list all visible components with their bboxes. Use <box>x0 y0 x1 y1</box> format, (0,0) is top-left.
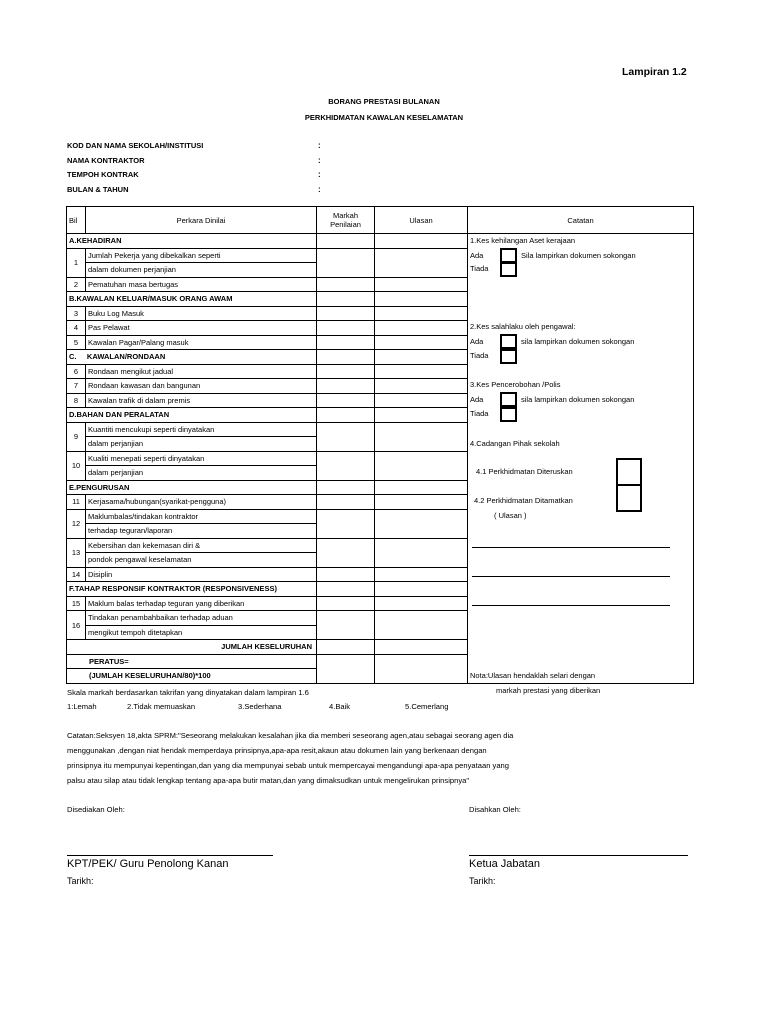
row-number: 11 <box>67 495 86 510</box>
header-markah-line2: Penilaian <box>330 220 361 229</box>
score-cell[interactable] <box>317 248 375 277</box>
comment-cell[interactable] <box>375 248 468 277</box>
checkbox-tamatkan[interactable] <box>616 484 642 512</box>
comment-cell[interactable] <box>375 306 468 321</box>
checkbox-2-ada[interactable] <box>500 334 517 349</box>
scale-5: 5.Cemerlang <box>405 702 449 711</box>
comment-cell[interactable] <box>375 234 468 249</box>
catatan-1-tiada: Tiada <box>470 264 489 273</box>
catatan-1-ada: Ada <box>470 251 484 260</box>
comment-cell[interactable] <box>375 611 468 640</box>
item-label: Kuantiti mencukupi seperti dinyatakan <box>86 422 317 437</box>
row-number: 7 <box>67 379 86 394</box>
item-label: Pematuhan masa bertugas <box>86 277 317 292</box>
item-label: Kawalan Pagar/Palang masuk <box>86 335 317 350</box>
section-b: B.KAWALAN KELUAR/MASUK ORANG AWAM <box>67 292 317 307</box>
item-label: Kualiti menepati seperti dinyatakan <box>86 451 317 466</box>
form-subtitle: PERKHIDMATAN KAWALAN KESELAMATAN <box>304 113 464 122</box>
percent-score-cell[interactable] <box>317 654 375 683</box>
comment-cell[interactable] <box>375 393 468 408</box>
comment-cell[interactable] <box>375 596 468 611</box>
item-label: Rondaan kawasan dan bangunan <box>86 379 317 394</box>
catatan-1-sila: Sila lampirkan dokumen sokongan <box>521 251 636 260</box>
score-cell[interactable] <box>317 379 375 394</box>
catatan-2-tiada: Tiada <box>470 351 489 360</box>
row-number: 15 <box>67 596 86 611</box>
score-cell[interactable] <box>317 596 375 611</box>
score-cell[interactable] <box>317 538 375 567</box>
score-cell[interactable] <box>317 277 375 292</box>
score-cell[interactable] <box>317 495 375 510</box>
total-score-cell[interactable] <box>317 640 375 655</box>
month-year-field[interactable]: : <box>318 185 321 194</box>
scale-1: 1:Lemah <box>67 702 97 711</box>
header-bil: Bil <box>67 207 86 234</box>
score-cell[interactable] <box>317 335 375 350</box>
row-number: 12 <box>67 509 86 538</box>
item-label: Jumlah Pekerja yang dibekalkan seperti <box>86 248 317 263</box>
catatan-1: 1.Kes kehilangan Aset kerajaan <box>470 236 576 245</box>
section-f: F.TAHAP RESPONSIF KONTRAKTOR (RESPONSIVENESS) <box>67 582 317 597</box>
catatan-4: 4.Cadangan Pihak sekolah <box>470 439 560 448</box>
sprm-note-4: palsu atau silap atau tidak lengkap tentang apa-apa butir matan,dan yang dimaksudkan untuk mengelirukan prinsipnya" <box>67 776 470 785</box>
contract-period-label: TEMPOH KONTRAK <box>67 170 139 179</box>
checkbox-3-tiada[interactable] <box>500 407 517 422</box>
scale-3: 3.Sederhana <box>238 702 282 711</box>
checkbox-1-tiada[interactable] <box>500 262 517 277</box>
section-a: A.KEHADIRAN <box>67 234 317 249</box>
catatan-4-2: 4.2 Perkhidmatan Ditamatkan <box>474 496 573 505</box>
total-comment-cell[interactable] <box>375 640 468 655</box>
header-catatan: Catatan <box>468 207 694 234</box>
item-label-cont: mengikut tempoh ditetapkan <box>86 625 317 640</box>
item-label: Kerjasama/hubungan(syarikat-pengguna) <box>86 495 317 510</box>
comment-cell[interactable] <box>375 451 468 480</box>
item-label-cont: terhadap teguran/laporan <box>86 524 317 539</box>
score-cell[interactable] <box>317 509 375 538</box>
approved-by-title: Ketua Jabatan <box>469 858 540 870</box>
catatan-4-1: 4.1 Perkhidmatan Diteruskan <box>476 467 573 476</box>
comment-cell[interactable] <box>375 538 468 567</box>
comment-cell[interactable] <box>375 582 468 597</box>
comment-cell[interactable] <box>375 292 468 307</box>
item-label: Disiplin <box>86 567 317 582</box>
scale-4: 4.Baik <box>329 702 351 711</box>
catatan-3-tiada: Tiada <box>470 409 489 418</box>
section-d: D.BAHAN DAN PERALATAN <box>67 408 317 423</box>
row-number: 4 <box>67 321 86 336</box>
comment-cell[interactable] <box>375 408 468 423</box>
ulasan-line-1[interactable] <box>472 547 670 548</box>
item-label: Pas Pelawat <box>86 321 317 336</box>
item-label-cont: dalam dokumen perjanjian <box>86 263 317 278</box>
comment-cell[interactable] <box>375 277 468 292</box>
item-label: Buku Log Masuk <box>86 306 317 321</box>
scale-note: Skala markah berdasarkan takrifan yang dinyatakan dalam lampiran 1.6 <box>67 688 309 697</box>
annex-label: Lampiran 1.2 <box>622 66 687 78</box>
catatan-cell <box>468 234 694 695</box>
prepared-by-title: KPT/PEK/ Guru Penolong Kanan <box>67 858 229 870</box>
header-markah-line1: Markah <box>332 211 358 220</box>
row-number: 10 <box>67 451 86 480</box>
scale-2: 2.Tidak memuaskan <box>127 702 196 711</box>
approved-date-label: Tarikh: <box>469 876 496 886</box>
row-number: 9 <box>67 422 86 451</box>
row-number: 1 <box>67 248 86 277</box>
comment-cell[interactable] <box>375 364 468 379</box>
catatan-3: 3.Kes Pencerobohan /Polis <box>470 380 561 389</box>
row-number: 14 <box>67 567 86 582</box>
school-field[interactable]: : <box>318 141 321 150</box>
contractor-field[interactable]: : <box>318 156 321 165</box>
item-label: Rondaan mengikut jadual <box>86 364 317 379</box>
approved-signature-line[interactable] <box>469 855 688 856</box>
score-cell[interactable] <box>317 611 375 640</box>
checkbox-2-tiada[interactable] <box>500 349 517 364</box>
comment-cell[interactable] <box>375 350 468 365</box>
checkbox-teruskan[interactable] <box>616 458 642 486</box>
prepared-by-label: Disediakan Oleh: <box>67 805 125 814</box>
score-cell[interactable] <box>317 393 375 408</box>
row-number: 16 <box>67 611 86 640</box>
score-cell[interactable] <box>317 321 375 336</box>
row-number: 13 <box>67 538 86 567</box>
score-cell[interactable] <box>317 350 375 365</box>
item-label-cont: dalam perjanjian <box>86 466 317 481</box>
catatan-2: 2.Kes salahlaku oleh pengawal: <box>470 322 576 331</box>
catatan-3-ada: Ada <box>470 395 484 404</box>
score-cell[interactable] <box>317 234 375 249</box>
item-label-cont: dalam perjanjian <box>86 437 317 452</box>
score-cell[interactable] <box>317 364 375 379</box>
comment-cell[interactable] <box>375 379 468 394</box>
ulasan-line-2[interactable] <box>472 576 670 577</box>
score-cell[interactable] <box>317 480 375 495</box>
checkbox-3-ada[interactable] <box>500 392 517 407</box>
nota-line-2: markah prestasi yang diberikan <box>496 686 601 695</box>
month-year-label: BULAN & TAHUN <box>67 185 129 194</box>
contract-period-field[interactable]: : <box>318 170 321 179</box>
school-label: KOD DAN NAMA SEKOLAH/INSTITUSI <box>67 141 204 150</box>
approved-by-label: Disahkan Oleh: <box>469 805 521 814</box>
header-ulasan: Ulasan <box>375 207 468 234</box>
comment-cell[interactable] <box>375 321 468 336</box>
score-cell[interactable] <box>317 451 375 480</box>
total-label: JUMLAH KESELURUHAN <box>67 640 317 655</box>
percent-formula: (JUMLAH KESELURUHAN/80)*100 <box>67 669 317 684</box>
score-cell[interactable] <box>317 306 375 321</box>
table-header-row <box>67 207 694 234</box>
item-label: Kawalan trafik di dalam premis <box>86 393 317 408</box>
row-number: 8 <box>67 393 86 408</box>
score-cell[interactable] <box>317 408 375 423</box>
catatan-2-ada: Ada <box>470 337 484 346</box>
item-label: Maklumbalas/tindakan kontraktor <box>86 509 317 524</box>
catatan-2-sila: sila lampirkan dokumen sokongan <box>521 337 635 346</box>
item-label: Kebersihan dan kekemasan diri & <box>86 538 317 553</box>
score-cell[interactable] <box>317 582 375 597</box>
catatan-ulasan-label: ( Ulasan ) <box>494 511 527 520</box>
comment-cell[interactable] <box>375 480 468 495</box>
row-number: 2 <box>67 277 86 292</box>
sprm-note-3: prinsipnya itu mempunyai kepentingan,dan yang dia mempunyai sebab untuk mempercayai mengandungi apa-apa penyataan yang <box>67 761 509 770</box>
section-c: C. KAWALAN/RONDAAN <box>67 350 317 365</box>
row-number: 3 <box>67 306 86 321</box>
percent-label: PERATUS= <box>67 654 317 669</box>
comment-cell[interactable] <box>375 509 468 538</box>
percent-comment-cell[interactable] <box>375 654 468 683</box>
catatan-3-sila: sila lampirkan dokumen sokongan <box>521 395 635 404</box>
score-cell[interactable] <box>317 422 375 451</box>
row-number: 6 <box>67 364 86 379</box>
checkbox-1-ada[interactable] <box>500 248 517 263</box>
header-markah <box>317 207 375 234</box>
sprm-note-1: Catatan:Seksyen 18,akta SPRM:"Seseorang melakukan kesalahan jika dia memberi seseorang agen,atau sebagai seorang agen dia <box>67 731 514 740</box>
prepared-date-label: Tarikh: <box>67 876 94 886</box>
contractor-label: NAMA KONTRAKTOR <box>67 156 145 165</box>
row-number: 5 <box>67 335 86 350</box>
comment-cell[interactable] <box>375 422 468 451</box>
score-cell[interactable] <box>317 292 375 307</box>
item-label: Maklum balas terhadap teguran yang diberikan <box>86 596 317 611</box>
ulasan-line-3[interactable] <box>472 605 670 606</box>
comment-cell[interactable] <box>375 335 468 350</box>
comment-cell[interactable] <box>375 495 468 510</box>
section-row <box>67 234 694 249</box>
sprm-note-2: menggunakan ,dengan niat hendak memperdaya prinsipnya,apa-apa resit,akaun atau dokumen lain yang berkenaan dengan <box>67 746 487 755</box>
comment-cell[interactable] <box>375 567 468 582</box>
header-perkara: Perkara Dinilai <box>86 207 317 234</box>
item-label: Tindakan penambahbaikan terhadap aduan <box>86 611 317 626</box>
prepared-signature-line[interactable] <box>67 855 273 856</box>
item-label-cont: pondok pengawal keselamatan <box>86 553 317 568</box>
form-title: BORANG PRESTASI BULANAN <box>328 97 440 106</box>
nota-line-1: Nota:Ulasan hendaklah selari dengan <box>470 671 596 680</box>
section-e: E.PENGURUSAN <box>67 480 317 495</box>
score-cell[interactable] <box>317 567 375 582</box>
